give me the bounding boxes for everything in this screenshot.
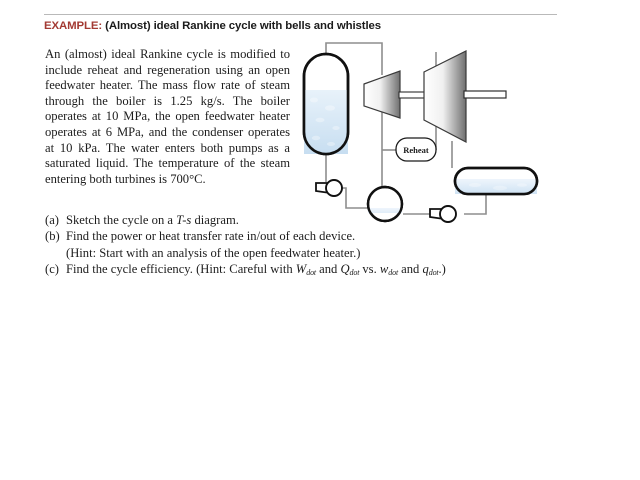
condensate-pump-2 [430, 206, 456, 222]
symbol-q-dot: Q [340, 262, 350, 277]
subscript-dot-2: dot [349, 267, 360, 277]
subscript-dot-3: dot [388, 267, 398, 277]
high-pressure-turbine [364, 71, 400, 118]
boiler-vessel [304, 54, 348, 160]
question-a-post: diagram. [191, 213, 239, 227]
reheat-label: Reheat [403, 145, 429, 155]
symbol-w-lower-dot: w [379, 262, 389, 277]
question-item-c [45, 261, 465, 281]
question-c-lead: Find the cycle efficiency. (Hint: Careful with [66, 262, 296, 277]
question-c-mid-3: and [397, 262, 423, 277]
symbol-q-lower-dot: q [422, 262, 429, 277]
reheater-label-box [396, 138, 436, 161]
header-divider [44, 14, 557, 15]
pipe-condenser-to-pump2 [464, 194, 486, 214]
open-feedwater-heater [368, 187, 402, 222]
condenser-vessel [455, 168, 537, 197]
question-label-a: (a) [45, 213, 59, 227]
subscript-dot-4: dot [428, 267, 439, 277]
feedwater-pump-1 [316, 180, 342, 196]
page-title [44, 20, 564, 32]
question-b-hint: (Hint: Start with an analysis of the open feedwater heater.) [66, 245, 361, 260]
turbine-shaft-inner [399, 92, 425, 98]
title-text: (Almost) ideal Rankine cycle with bells and whistles [102, 20, 381, 32]
turbine-output-shaft [464, 91, 506, 98]
question-text-c [66, 261, 465, 281]
question-a-pre: Sketch the cycle on a [66, 213, 177, 227]
symbol-w-dot: W [295, 262, 307, 277]
question-item-b [45, 228, 465, 244]
question-c-mid-2: vs. [359, 262, 380, 277]
low-pressure-turbine [424, 51, 466, 142]
subscript-dot-1: dot [306, 267, 316, 277]
question-text-b: Find the power or heat transfer rate in/out of each device. [66, 229, 356, 244]
question-a-italic: T-s [176, 213, 192, 227]
question-c-mid-1: and [315, 262, 341, 277]
question-label-b: (b) [45, 229, 60, 244]
question-label-c: (c) [45, 262, 59, 277]
problem-statement: An (almost) ideal Rankine cycle is modified to include reheat and regeneration using an open feedwater heater. The mass flow rate of steam through the boiler is 1.25 kg/s. The boiler operates at 10 MPa, the open feedwater heater operates at 6 MPa, and the condenser operates at 10 kPa. The water enters both pumps as a saturated liquid. The temperature of the steam entering both turbines is 700°C. [45, 47, 290, 186]
question-c-tail: .) [438, 262, 446, 277]
rankine-cycle-diagram [300, 40, 548, 228]
title-keyword: EXAMPLE: [44, 20, 103, 32]
